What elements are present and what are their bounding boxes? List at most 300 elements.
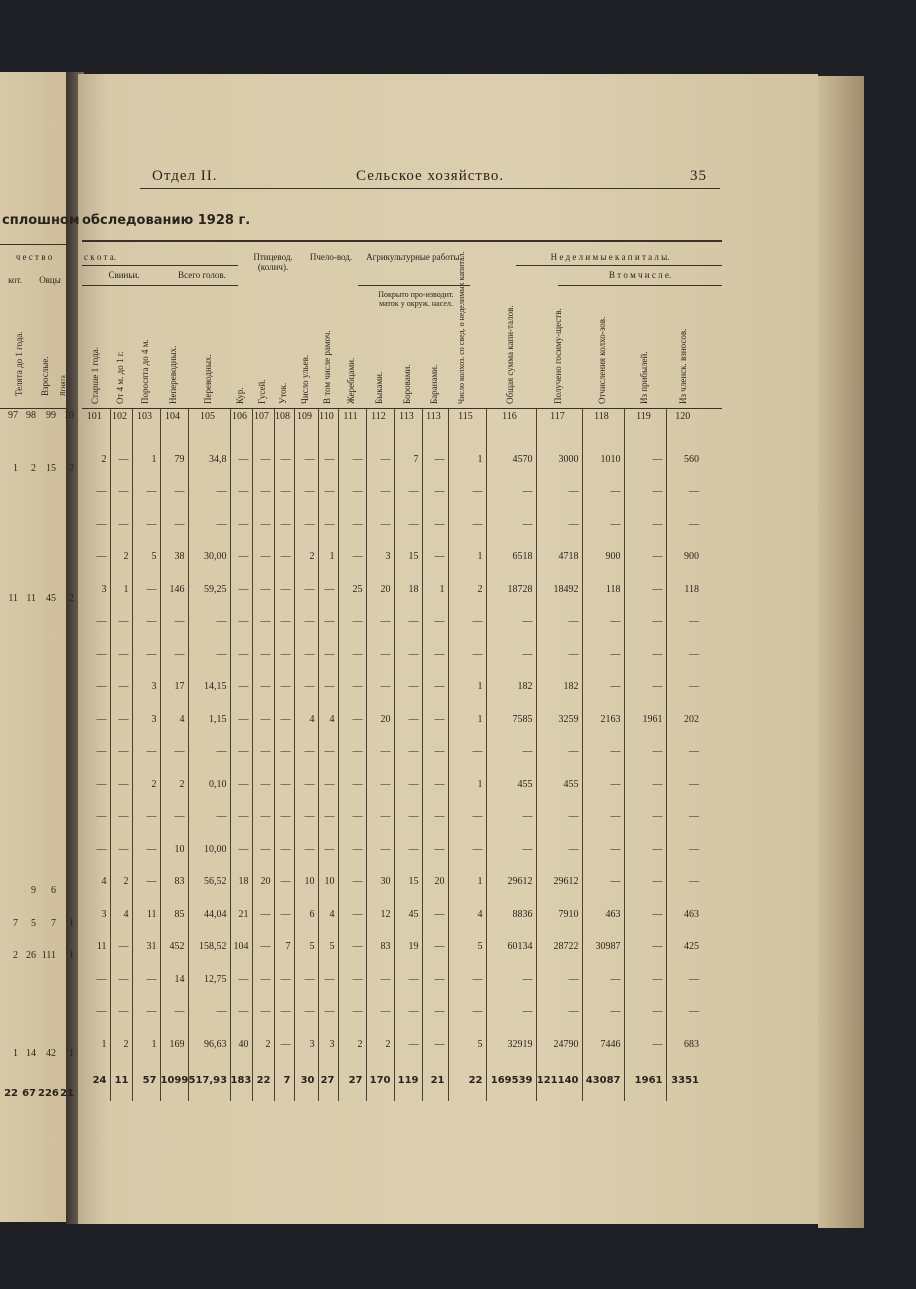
table-cell: 30,00 [188,541,230,574]
table-cell: — [230,703,252,736]
table-row [82,736,702,769]
table-cell: — [448,508,486,541]
table-cell: 3351 [666,1061,702,1101]
table-cell: — [666,866,702,899]
table-cell: 30 [366,866,394,899]
table-cell: 7 [394,443,422,476]
table-cell: — [188,606,230,639]
table-cell: 2 [366,1028,394,1061]
column-label-11: Жеребцами. [346,357,356,404]
table-cell: — [230,541,252,574]
table-cell: — [96,681,107,693]
table-cell: 182 [536,671,582,704]
table-cell: — [230,476,252,509]
table-cell: — [132,508,160,541]
table-cell: 4 [160,703,188,736]
table-cell: — [132,573,160,606]
table-cell: — [230,768,252,801]
table-cell: — [318,606,338,639]
table-cell: 27 [338,1061,366,1101]
left-table-cell: 6 [51,885,56,896]
table-cell: 30987 [582,931,624,964]
table-cell: 425 [666,931,702,964]
table-cell: — [624,768,666,801]
table-row [82,541,702,574]
table-cell: 20 [366,703,394,736]
table-cell: — [110,833,132,866]
table-cell: 158,52 [188,931,230,964]
table-cell: — [422,606,448,639]
table-cell: — [366,736,394,769]
table-cell: — [96,648,107,660]
table-cell: — [274,638,294,671]
table-cell: — [582,833,624,866]
table-cell: — [274,1028,294,1061]
table-cell: — [624,606,666,639]
table-cell: — [422,638,448,671]
left-label-vzroslye: Взрослые. [40,356,50,396]
table-cell: — [252,703,274,736]
table-cell: 83 [366,931,394,964]
table-cell: — [294,573,318,606]
column-label-19: Из прибылей. [639,351,649,404]
table-cell: — [132,963,160,996]
table-cell: — [230,671,252,704]
table-cell: 1,15 [188,703,230,736]
table-cell: 117 [536,409,582,423]
table-cell: — [318,736,338,769]
table-cell: — [294,833,318,866]
table-cell: — [318,573,338,606]
table-cell: — [96,713,107,725]
table-cell: 3 [318,1028,338,1061]
table-cell: 18 [230,866,252,899]
table-cell: — [294,963,318,996]
table-cell: — [394,508,422,541]
group-pchelovod: Пчело-вод. [309,252,353,262]
left-total-cell: 226 [38,1088,59,1099]
table-cell: — [338,866,366,899]
table-cell: — [422,1028,448,1061]
table-cell: 1 [448,671,486,704]
table-cell: — [96,973,107,985]
table-cell: — [536,606,582,639]
table-cell: 108 [274,409,294,423]
table-cell: — [274,866,294,899]
table-cell [132,423,160,443]
table-cell: 104 [230,931,252,964]
header-rule-5 [558,285,722,286]
table-cell: — [582,963,624,996]
table-cell: 3 [366,541,394,574]
table-cell: — [294,671,318,704]
table-cell: 1 [318,541,338,574]
table-cell: — [666,638,702,671]
table-cell: — [422,703,448,736]
group-ptitsevod: Птицевод. (колич). [253,252,293,272]
table-cell: — [160,736,188,769]
left-table-cell: 9 [31,885,36,896]
table-cell: — [252,736,274,769]
table-cell: — [252,443,274,476]
table-title: обследованию 1928 г. [82,213,251,228]
table-cell: — [366,801,394,834]
table-cell: — [338,931,366,964]
table-cell: 1 [448,703,486,736]
table-cell: — [536,508,582,541]
table-cell: — [486,476,536,509]
table-cell: 1 [448,866,486,899]
table-cell: — [294,476,318,509]
table-cell: — [666,963,702,996]
table-cell: 119 [624,409,666,423]
table-cell: — [274,833,294,866]
left-table-top-rule [0,244,66,245]
table-cell [394,423,422,443]
table-cell: — [318,476,338,509]
table-cell: 118 [582,573,624,606]
left-table-cell: 42 [46,1047,56,1059]
table-cell: 18728 [486,573,536,606]
table-cell: 2 [160,768,188,801]
table-cell: — [624,443,666,476]
table-cell: — [582,996,624,1029]
table-cell: 120 [666,409,702,423]
table-cell: — [394,801,422,834]
table-cell: 30 [294,1061,318,1101]
table-cell: — [188,638,230,671]
table-cell: — [486,638,536,671]
column-label-6: Кур. [235,387,245,404]
table-cell: — [274,996,294,1029]
column-label-10: В том числе рамоч. [322,330,332,404]
running-head-title: Сельское хозяйство. [356,168,505,184]
spacer-row [82,423,702,443]
table-cell: 24 [92,1075,107,1086]
table-cell: — [160,801,188,834]
table-cell: — [624,573,666,606]
table-cell: — [188,801,230,834]
table-cell: 79 [160,443,188,476]
table-cell: — [486,996,536,1029]
table-cell: — [110,736,132,769]
table-cell: — [394,768,422,801]
totals-row [82,1061,702,1101]
column-label-9: Число ульев. [300,354,310,404]
left-total-cell: 21 [60,1088,74,1099]
table-cell: 5 [448,1028,486,1061]
column-label-17: Получено госиму-ществ. [553,308,563,404]
group-v-tom-chisle: В т о м ч и с л е. [608,270,672,280]
table-cell: 118 [666,573,702,606]
left-colnum-rule [0,408,66,409]
table-cell: 2 [110,866,132,899]
table-cell: — [366,671,394,704]
left-header-kot: кот. [8,275,22,285]
table-cell: — [230,963,252,996]
table-cell: 3 [132,703,160,736]
table-cell [82,423,110,443]
table-cell: 1 [422,573,448,606]
table-cell: — [666,768,702,801]
table-row [82,671,702,704]
table-cell: 18 [394,573,422,606]
table-cell: — [274,736,294,769]
table-cell: — [96,811,107,823]
table-cell: 15 [394,866,422,899]
table-cell: — [338,638,366,671]
table-cell: — [294,638,318,671]
table-cell: 20 [422,866,448,899]
table-cell: — [394,1028,422,1061]
group-pokryto: Покрыто про-изводит. маток у окруж. насел. [378,290,454,308]
table-cell: — [274,606,294,639]
table-cell: — [422,736,448,769]
table-cell: — [318,768,338,801]
table-cell: 121140 [536,1061,582,1101]
table-cell: — [422,476,448,509]
table-cell: 560 [666,443,702,476]
table-cell: — [366,508,394,541]
table-cell [188,423,230,443]
table-cell: — [338,963,366,996]
table-cell: — [132,606,160,639]
table-cell: 11 [110,1061,132,1101]
table-cell: 7 [274,1061,294,1101]
table-cell [110,423,132,443]
table-cell: — [536,638,582,671]
table-cell: 455 [486,768,536,801]
table-cell: 2 [338,1028,366,1061]
table-cell: 12,75 [188,963,230,996]
table-cell: 32919 [486,1028,536,1061]
table-cell: 169 [160,1028,188,1061]
table-row [82,606,702,639]
table-cell: — [486,963,536,996]
table-cell: 34,8 [188,443,230,476]
table-cell: 1 [448,443,486,476]
header-rule-1 [82,265,238,266]
table-cell: — [230,508,252,541]
group-vsego-golov: Всего голов. [178,270,226,280]
header-rule-2 [82,285,238,286]
table-cell: 182 [486,671,536,704]
table-cell: — [666,508,702,541]
table-cell: — [96,518,107,530]
table-cell: — [96,486,107,498]
table-cell: 4570 [486,443,536,476]
table-row [82,1028,702,1061]
table-cell: — [252,638,274,671]
column-number-row [82,409,702,423]
table-cell: — [582,866,624,899]
table-cell: — [252,476,274,509]
table-cell: — [338,736,366,769]
table-cell: 11 [96,941,107,953]
table-cell: — [338,898,366,931]
data-table [82,409,702,1101]
table-row [82,996,702,1029]
table-cell: — [486,801,536,834]
table-cell: — [536,801,582,834]
table-cell: 17 [160,671,188,704]
table-cell: — [448,801,486,834]
table-cell: — [294,508,318,541]
table-cell: — [624,736,666,769]
table-cell: — [536,833,582,866]
table-cell: 1099 [160,1061,188,1101]
column-label-12: Быками. [374,371,384,404]
table-cell: — [666,736,702,769]
table-cell: — [110,671,132,704]
header-rule-3 [358,285,470,286]
column-label-14: Баранами. [429,364,439,404]
table-cell: — [486,736,536,769]
table-cell: 452 [160,931,188,964]
table-row [82,833,702,866]
table-row [82,768,702,801]
left-table-cell: 2 [69,462,74,474]
table-cell: 14,15 [188,671,230,704]
table-cell: — [96,616,107,628]
table-cell: 21 [230,898,252,931]
group-agrikult: Агрикультурные работы. [366,252,462,262]
table-row [82,963,702,996]
column-label-18: Отчисления колхо-зов. [597,316,607,404]
table-cell: 15 [394,541,422,574]
table-cell: — [448,963,486,996]
table-cell: — [536,736,582,769]
table-row [82,443,702,476]
table-cell: — [486,508,536,541]
table-cell: — [252,963,274,996]
column-label-7: Гусей. [257,379,267,404]
table-cell: — [422,931,448,964]
table-cell: 113 [422,409,448,423]
table-cell: — [582,801,624,834]
table-cell: 11 [132,898,160,931]
table-cell: — [582,606,624,639]
table-cell: — [338,768,366,801]
table-cell: 5 [132,541,160,574]
table-cell: 10 [318,866,338,899]
table-cell: — [274,476,294,509]
table-cell: — [624,931,666,964]
table-cell: 2 [110,1028,132,1061]
table-cell [160,423,188,443]
table-cell: 3 [132,671,160,704]
table-cell: — [96,1006,107,1018]
table-cell: 4 [448,898,486,931]
table-cell: — [338,508,366,541]
table-cell: — [666,606,702,639]
header-rule-4 [516,265,722,266]
table-cell: 29612 [536,866,582,899]
table-cell: — [96,746,107,758]
table-cell: — [132,833,160,866]
table-cell [582,423,624,443]
column-label-1: Старше 1 года. [90,347,100,404]
table-cell: 60134 [486,931,536,964]
table-cell: 40 [230,1028,252,1061]
table-cell: — [338,801,366,834]
left-table-cell: 1 [13,1047,18,1059]
table-cell: 2 [252,1028,274,1061]
left-table-cell: 7 [51,917,56,929]
table-cell [230,423,252,443]
left-table-cell: 1 [69,917,74,929]
table-cell: 4 [318,703,338,736]
group-skota: с к о т а. [84,252,117,262]
table-cell: — [188,476,230,509]
table-cell: 10,00 [188,833,230,866]
table-cell: 7446 [582,1028,624,1061]
left-column-number: 98 [26,410,36,421]
table-cell: 25 [338,573,366,606]
column-label-3: Поросята до 4 м. [140,339,150,404]
table-cell: — [230,606,252,639]
table-cell: 183 [230,1061,252,1101]
left-table-cell: 14 [26,1047,36,1059]
table-cell: 101 [86,410,102,422]
table-cell: — [338,703,366,736]
table-cell: — [486,606,536,639]
table-cell: — [294,801,318,834]
table-cell: — [338,443,366,476]
table-cell: 22 [448,1061,486,1101]
left-header-ovtsy: Овцы [39,275,61,285]
left-column-number: 97 [8,410,18,421]
table-cell: — [274,443,294,476]
table-cell: 2 [101,453,107,465]
table-cell [536,423,582,443]
table-cell: — [230,638,252,671]
table-cell: 3 [101,908,107,920]
table-cell: 105 [188,409,230,423]
table-cell: 6518 [486,541,536,574]
table-cell: 1 [448,768,486,801]
table-cell: — [366,606,394,639]
group-svinyi: Свиньи. [108,270,140,280]
table-cell: — [252,671,274,704]
table-cell: 85 [160,898,188,931]
table-cell [318,423,338,443]
table-cell: 96,63 [188,1028,230,1061]
left-label-telyata: Телята до 1 года. [14,331,24,396]
table-cell: — [582,476,624,509]
table-cell: — [230,443,252,476]
column-label-16: Общая сумма капи-талов. [505,305,515,404]
table-cell: 113 [394,409,422,423]
table-cell: — [582,638,624,671]
table-cell: 2 [132,768,160,801]
table-cell: — [252,996,274,1029]
table-cell: — [252,573,274,606]
table-cell: — [132,866,160,899]
column-label-15: Число колхоз. со свед. о неделимых капитал. [457,251,466,404]
table-row [82,508,702,541]
table-cell: — [394,638,422,671]
table-cell: — [422,541,448,574]
table-cell: — [96,778,107,790]
table-cell: — [230,833,252,866]
left-table-cell: 1 [13,462,18,474]
table-cell: — [96,843,107,855]
table-cell: 22 [252,1061,274,1101]
table-cell: — [624,898,666,931]
left-table-cell: 1 [69,1047,74,1059]
table-cell: 59,25 [188,573,230,606]
